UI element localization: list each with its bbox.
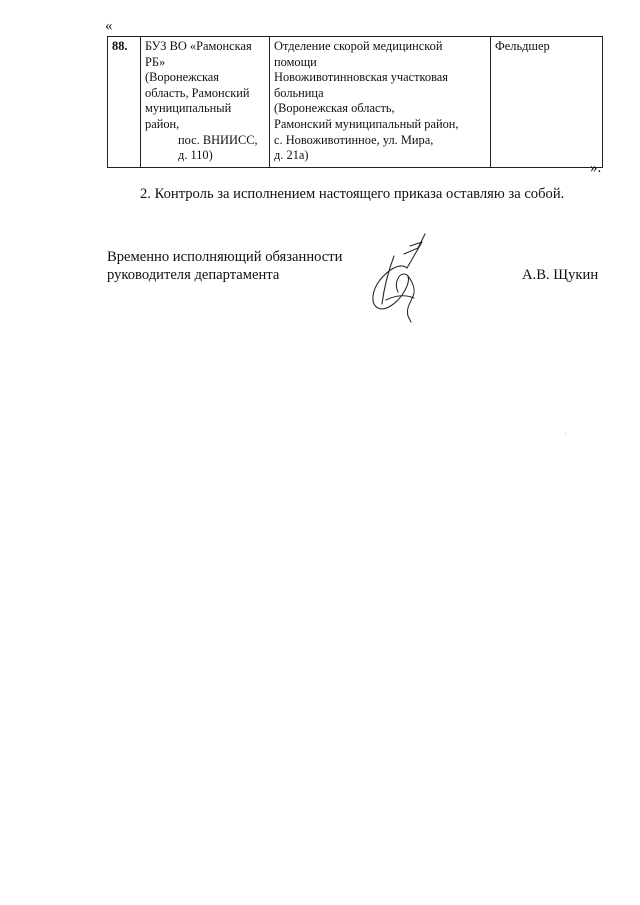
unit-line: (Воронежская область, bbox=[274, 101, 395, 116]
handwritten-signature bbox=[364, 232, 434, 324]
registry-table bbox=[107, 36, 603, 168]
unit-line: д. 21а) bbox=[274, 148, 309, 163]
signatory-title-line-2: руководителя департамента bbox=[107, 267, 280, 283]
institution-line: РБ» bbox=[145, 54, 166, 69]
unit-line: с. Новоживотинное, ул. Мира, bbox=[274, 132, 434, 147]
institution-line: муниципальный bbox=[145, 101, 232, 116]
institution-cell bbox=[141, 37, 270, 168]
signatory-name: А.В. Щукин bbox=[522, 267, 599, 283]
unit-line: Отделение скорой медицинской bbox=[274, 39, 443, 53]
table-row bbox=[108, 37, 603, 168]
paragraph-2: 2. Контроль за исполнением настоящего приказа оставляю за собой. bbox=[140, 186, 565, 202]
opening-quote: « bbox=[105, 18, 113, 34]
institution-line: район, bbox=[145, 116, 180, 131]
institution-line: (Воронежская bbox=[145, 70, 219, 85]
scan-speck bbox=[565, 433, 566, 434]
unit-line: больница bbox=[274, 85, 324, 100]
institution-line: пос. ВНИИСС, bbox=[178, 132, 258, 147]
institution-line: БУЗ ВО «Рамонская bbox=[145, 39, 252, 53]
unit-line: помощи bbox=[274, 54, 317, 69]
institution-line: д. 110) bbox=[178, 148, 213, 163]
signatory-title-line-1: Временно исполняющий обязанности bbox=[107, 249, 343, 265]
institution-line: область, Рамонский bbox=[145, 85, 250, 100]
unit-cell bbox=[270, 37, 491, 168]
unit-line: Новоживотинновская участковая bbox=[274, 70, 449, 85]
closing-quote: ». bbox=[590, 160, 602, 176]
row-number: 88. bbox=[108, 37, 141, 168]
position-cell: Фельдшер bbox=[491, 37, 603, 168]
unit-line: Рамонский муниципальный район, bbox=[274, 116, 459, 131]
